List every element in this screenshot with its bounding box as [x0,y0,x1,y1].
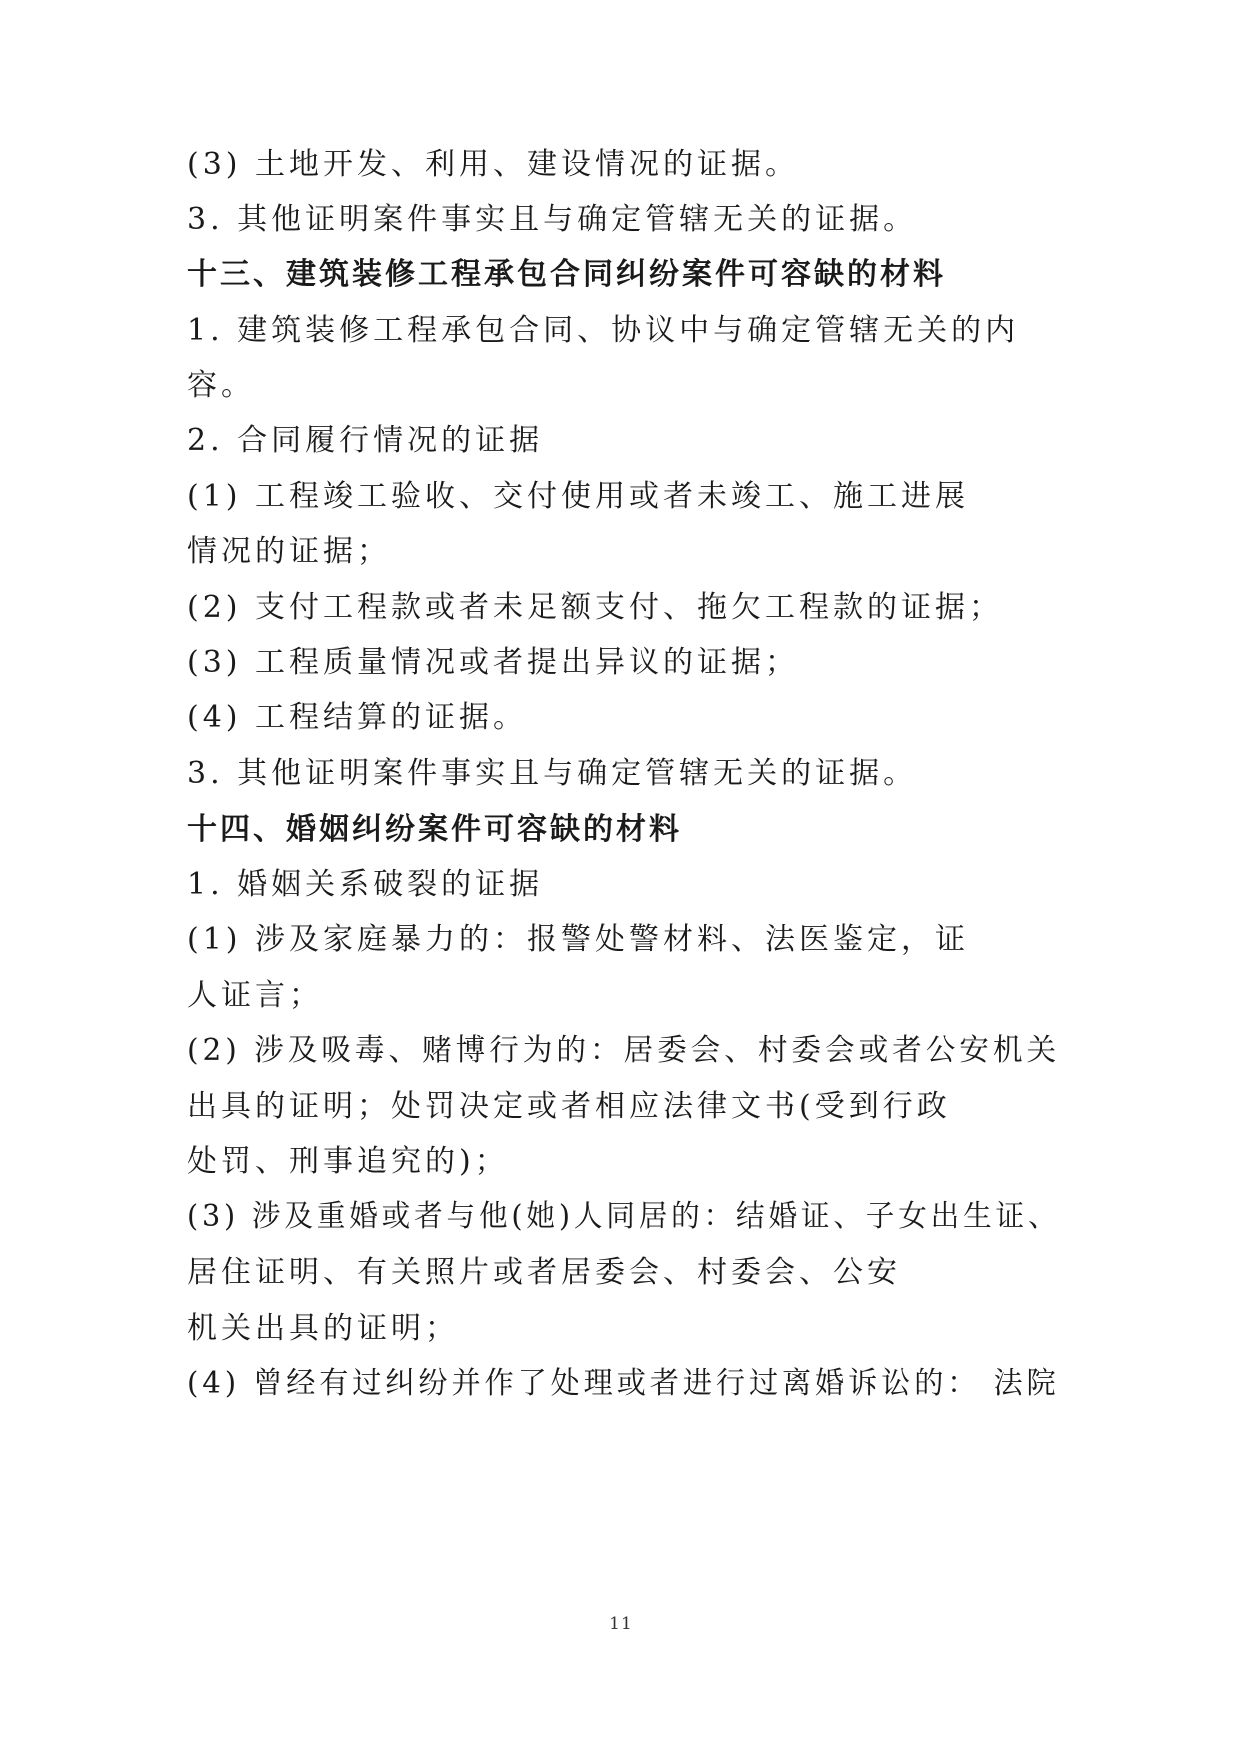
text-line: (2) 涉及吸毒、赌博行为的：居委会、村委会或者公安机关 [187,1033,1061,1068]
text-line: 出具的证明；处罚决定或者相应法律文书(受到行政 [187,1089,951,1124]
text-line: 居住证明、有关照片或者居委会、村委会、公安 [187,1255,901,1290]
text-line: 3. 其他证明案件事实且与确定管辖无关的证据。 [187,202,918,237]
section-heading: 十四、婚姻纠纷案件可容缺的材料 [187,812,682,847]
text-line: (3) 土地开发、利用、建设情况的证据。 [187,147,800,182]
text-line: 机关出具的证明； [187,1311,459,1346]
text-line: (1) 涉及家庭暴力的：报警处警材料、法医鉴定，证 [187,922,970,957]
text-line: 情况的证据； [187,534,391,569]
text-line: 人证言； [187,978,323,1013]
page-number: 11 [609,1614,633,1634]
text-line: (3) 工程质量情况或者提出异议的证据； [187,645,800,680]
text-line: 1. 婚姻关系破裂的证据 [187,867,544,902]
text-line: 3. 其他证明案件事实且与确定管辖无关的证据。 [187,756,918,791]
text-line: 2. 合同履行情况的证据 [187,423,544,458]
text-line: 处罚、刑事追究的)； [187,1144,509,1179]
section-heading: 十三、建筑装修工程承包合同纠纷案件可容缺的材料 [187,257,946,292]
text-line: 1. 建筑装修工程承包合同、协议中与确定管辖无关的内 [187,313,1020,348]
text-line: 容。 [187,368,255,403]
text-line: (1) 工程竣工验收、交付使用或者未竣工、施工进展 [187,479,970,514]
text-line: (3) 涉及重婚或者与他(她)人同居的：结婚证、子女出生证、 [187,1199,1061,1234]
text-line: (4) 工程结算的证据。 [187,700,528,735]
text-line: (4) 曾经有过纠纷并作了处理或者进行过离婚诉讼的： 法院 [187,1366,1060,1401]
text-line: (2) 支付工程款或者未足额支付、拖欠工程款的证据； [187,590,1004,625]
